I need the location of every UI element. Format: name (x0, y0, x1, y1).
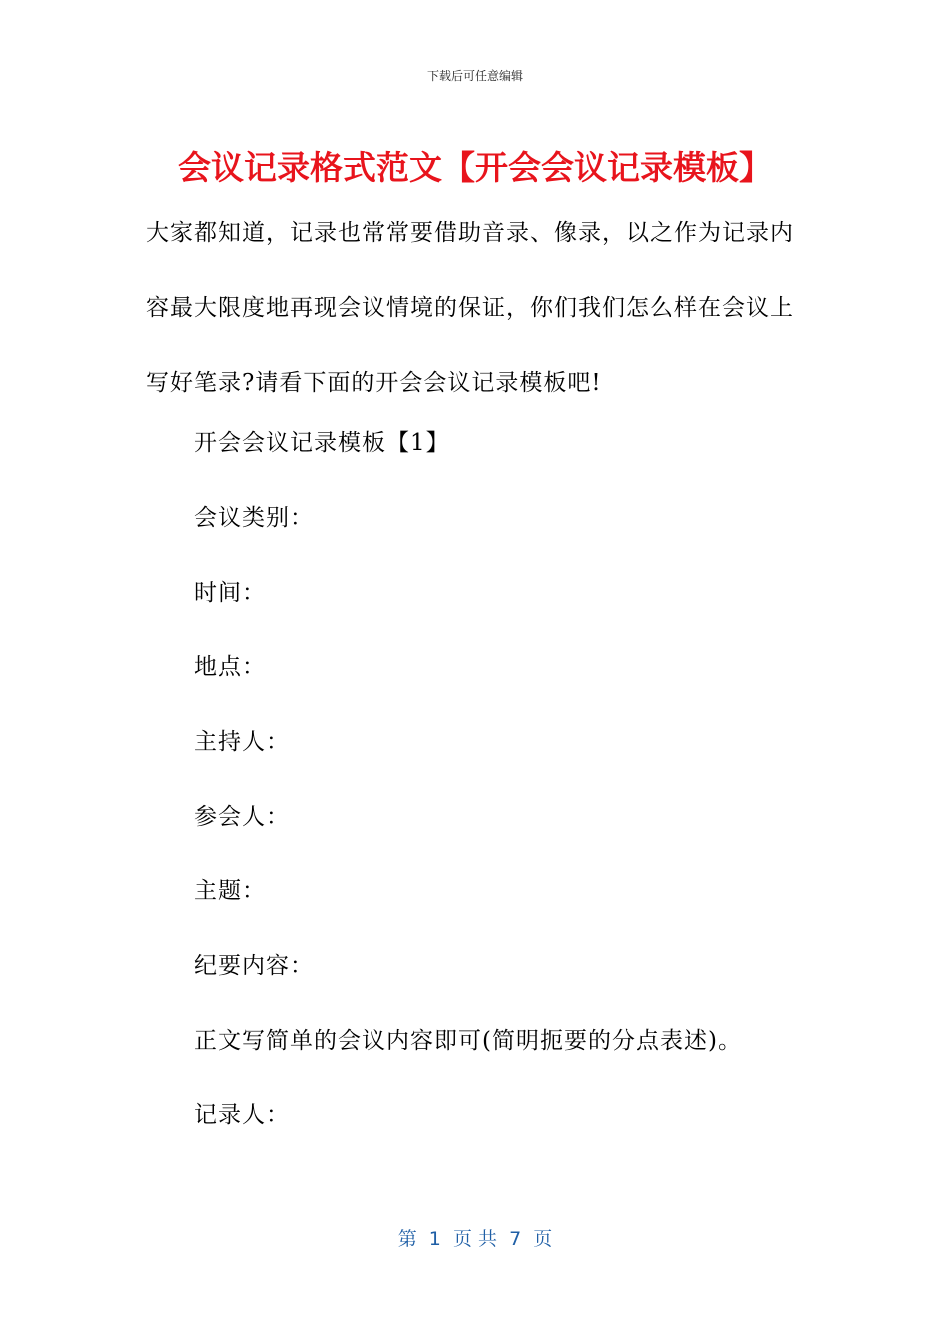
intro-line: 写好笔录?请看下面的开会会议记录模板吧! (146, 370, 602, 396)
field-topic: 主题： (194, 878, 266, 904)
field-location: 地点： (194, 654, 266, 680)
page-footer: 第 1 页 共 7 页 (397, 1228, 553, 1250)
header-note: 下载后可任意编辑 (426, 69, 523, 83)
intro-line: 大家都知道，记录也常常要借助音录、像录，以之作为记录内 (146, 220, 794, 246)
field-attendees: 参会人： (194, 804, 290, 830)
document-title: 会议记录格式范文【开会会议记录模板】 (178, 148, 772, 187)
field-meeting-category: 会议类别： (194, 505, 314, 531)
intro-paragraph (146, 196, 806, 421)
field-minutes-content: 纪要内容： (194, 953, 314, 979)
field-time: 时间： (194, 580, 266, 606)
field-host: 主持人： (194, 729, 290, 755)
template-heading: 开会会议记录模板【1】 (194, 430, 450, 456)
intro-line: 容最大限度地再现会议情境的保证，你们我们怎么样在会议上 (146, 295, 794, 321)
field-body-instruction: 正文写简单的会议内容即可(简明扼要的分点表述)。 (194, 1028, 742, 1054)
field-recorder: 记录人： (194, 1102, 290, 1128)
